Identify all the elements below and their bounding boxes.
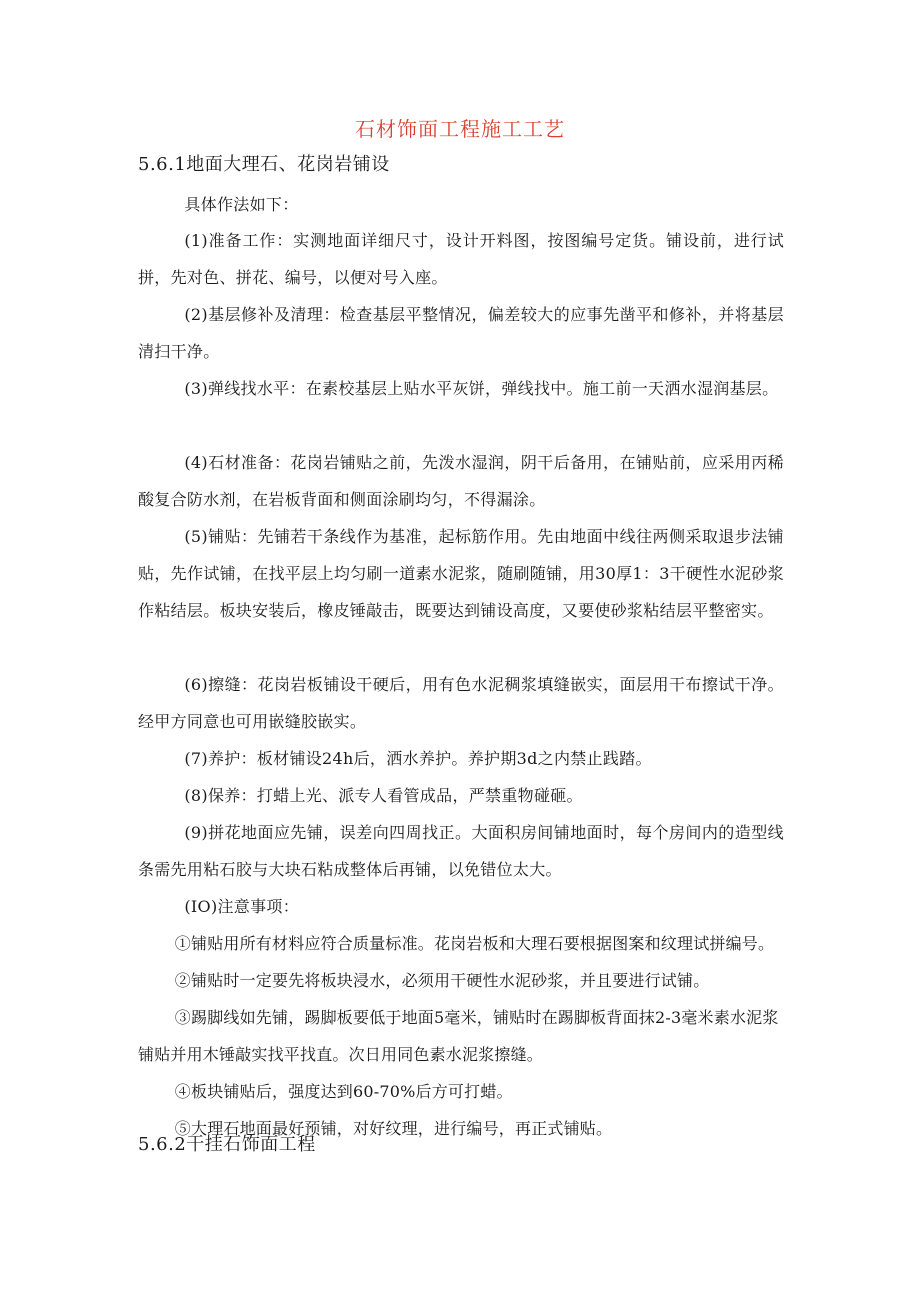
document-title: 石材饰面工程施工工艺 <box>355 117 565 141</box>
section-heading-5-6-2: 5.6.2干挂石饰面工程 <box>138 1134 316 1155</box>
step-10-paragraph: (IO)注意事项： <box>184 897 300 916</box>
note-1-paragraph: ①铺贴用所有材料应符合质量标准。花岗岩板和大理石要根据图案和纹理试拼编号。 <box>174 934 775 953</box>
step-1-paragraph: (1)准备工作：实测地面详细尺寸，设计开料图，按图编号定货。铺设前，进行试拼，先对色、拼花、编号，以便对号入座。 <box>138 231 784 287</box>
step-2-paragraph: (2)基层修补及清理：检查基层平整情况，偏差较大的应事先凿平和修补，并将基层清扫干净。 <box>138 305 784 361</box>
step-9-paragraph: (9)拼花地面应先铺，误差向四周找正。大面积房间铺地面时，每个房间内的造型线条需先用粘石胶与大块石粘成整体后再铺，以免错位太大。 <box>138 823 784 879</box>
step-3-paragraph: (3)弹线找水平：在素校基层上贴水平灰饼，弹线找中。施工前一天洒水湿润基层。 <box>184 379 779 398</box>
step-8-paragraph: (8)保养：打蜡上光、派专人看管成品，严禁重物碰砸。 <box>184 786 583 805</box>
step-4-paragraph: (4)石材准备：花岗岩铺贴之前，先泼水湿润，阴干后备用，在铺贴前，应采用丙稀酸复合防水剂，在岩板背面和侧面涂刷均匀，不得漏涂。 <box>138 453 784 509</box>
note-3-paragraph: ③踢脚线如先铺，踢脚板要低于地面5毫米，铺贴时在踢脚板背面抹2-3毫米素水泥浆铺贴并用木锤敲实找平找直。次日用同色素水泥浆擦缝。 <box>138 1008 779 1064</box>
step-7-paragraph: (7)养护：板材铺设24h后，洒水养护。养护期3d之内禁止践踏。 <box>184 749 652 768</box>
section-heading-5-6-1: 5.6.1地面大理石、花岗岩铺设 <box>138 154 390 175</box>
note-4-paragraph: ④板块铺贴后，强度达到60-70%后方可打蜡。 <box>174 1082 513 1101</box>
note-5-paragraph: ⑤大理石地面最好预铺，对好纹理，进行编号，再正式铺贴。 <box>174 1119 613 1138</box>
note-2-paragraph: ②铺贴时一定要先将板块浸水，必须用干硬性水泥砂浆，并且要进行试铺。 <box>174 971 710 990</box>
intro-paragraph: 具体作法如下： <box>184 195 299 214</box>
step-5-paragraph: (5)铺贴：先铺若干条线作为基准，起标筋作用。先由地面中线往两侧采取退步法铺贴，先作试铺，在找平层上均匀刷一道素水泥浆，随刷随铺，用30厚1：3干硬性水泥砂浆作粘结层。板块安装后，橡皮锤敲击，既要达到铺设高度，又要使砂浆粘结层平整密实。 <box>138 527 784 620</box>
step-6-paragraph: (6)擦缝：花岗岩板铺设干硬后，用有色水泥稠浆填缝嵌实，面层用干布擦试干净。经甲方同意也可用嵌缝胶嵌实。 <box>138 675 784 731</box>
